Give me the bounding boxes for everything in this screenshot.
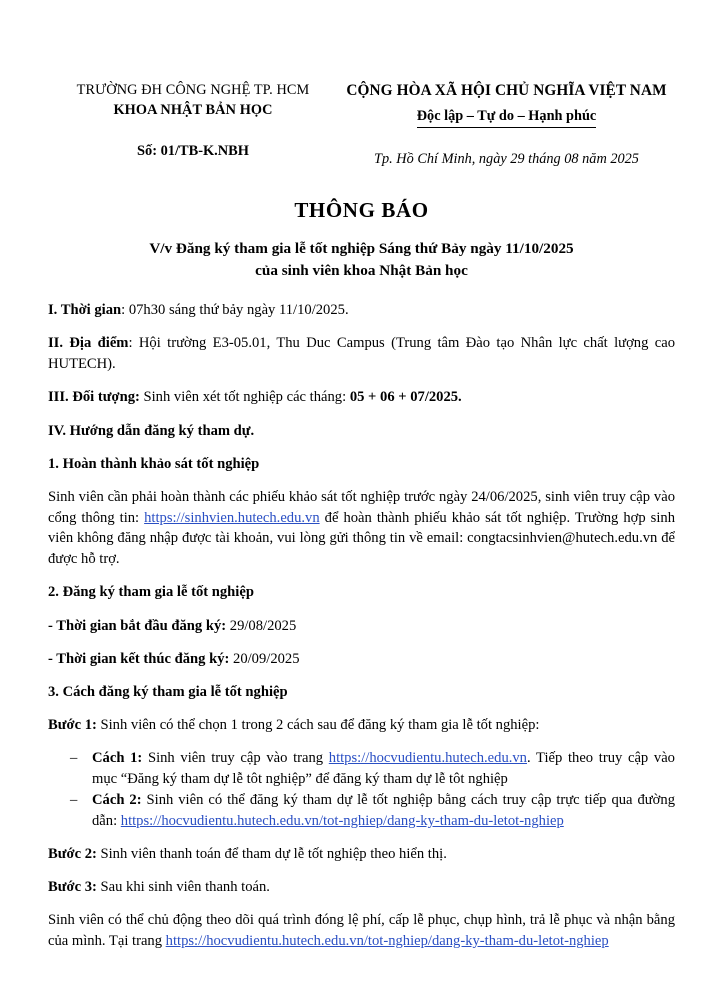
- document-body: [48, 300, 675, 952]
- section-place-separator: :: [128, 335, 139, 352]
- registration-direct-link[interactable]: https://hocvudientu.hutech.edu.vn/tot-nghiep/dang-ky-tham-du-letot-nghiep: [120, 813, 564, 830]
- step-1-paragraph: [48, 487, 675, 570]
- registration-start-label: - Thời gian bắt đầu đăng ký:: [48, 617, 227, 634]
- registration-methods-list: [48, 748, 675, 832]
- subtitle-line-1: V/v Đăng ký tham gia lễ tốt nghiệp Sáng thứ Bảy ngày 11/10/2025: [149, 240, 574, 258]
- list-item: [70, 790, 675, 831]
- step-2-heading: 2. Đăng ký tham gia lễ tốt nghiệp: [48, 584, 254, 601]
- registration-start: [48, 616, 675, 637]
- cach-1-label: Cách 1:: [92, 749, 143, 766]
- cach-2-label: Cách 2:: [92, 792, 142, 809]
- buoc-3-label: Bước 3:: [48, 879, 97, 896]
- university-name: TRƯỜNG ĐH CÔNG NGHỆ TP. HCM: [76, 82, 310, 98]
- cach-2-text-before: Sinh viên có thể đăng ký tham dự lễ tốt nghiệp bằng cách truy cập trực tiếp qua đường dẫn:: [92, 792, 675, 830]
- dash-bullet-icon: –: [70, 792, 78, 809]
- step-3-heading: 3. Cách đăng ký tham gia lễ tốt nghiệp: [48, 684, 288, 701]
- section-place-label: II. Địa điểm: [48, 335, 129, 352]
- hocvudientu-home-link[interactable]: https://hocvudientu.hutech.edu.vn: [328, 749, 527, 766]
- step-1-text-after: để hoàn thành phiếu khảo sát tốt nghiệp. Trường hợp sinh viên không đăng nhập được tài khoản, vui lòng gửi thông tin về email: congtacsinhvien@hutech.edu.vn để được hỗ trợ.: [48, 509, 675, 568]
- cach-1-text-after: . Tiếp theo truy cập vào mục “Đăng ký tham dự lễ tôt nghiệp” để đăng ký tham dự lễ tôt nghiệp: [92, 749, 675, 787]
- subtitle-line-2: của sinh viên khoa Nhật Bản học: [255, 262, 468, 280]
- section-audience-value: Sinh viên xét tốt nghiệp các tháng:: [139, 389, 350, 406]
- section-time: [48, 300, 675, 321]
- place-and-date: Tp. Hồ Chí Minh, ngày 29 tháng 08 năm 2025: [374, 151, 639, 168]
- closing-tracking-link[interactable]: https://hocvudientu.hutech.edu.vn/tot-nghiep/dang-ky-tham-du-letot-nghiep: [165, 933, 609, 949]
- buoc-2: [48, 844, 675, 865]
- buoc-2-label: Bước 2:: [48, 845, 97, 862]
- closing-paragraph: [48, 910, 675, 951]
- national-motto: Độc lập – Tự do – Hạnh phúc: [417, 106, 597, 128]
- section-place-value: Hội trường E3-05.01, Thu Duc Campus (Trung tâm Đào tạo Nhân lực chất lượng cao HUTECH).: [48, 335, 676, 373]
- page-title: THÔNG BÁO: [294, 198, 429, 223]
- registration-end-label: - Thời gian kết thúc đăng ký:: [48, 650, 230, 667]
- buoc-1-label: Bước 1:: [48, 717, 97, 734]
- registration-start-value: 29/08/2025: [226, 617, 297, 634]
- survey-portal-link[interactable]: https://sinhvien.hutech.edu.vn: [144, 509, 320, 526]
- buoc-3: [48, 877, 675, 898]
- section-time-label: I. Thời gian: [48, 302, 122, 319]
- section-time-separator: :: [121, 302, 129, 319]
- step-1-heading: 1. Hoàn thành khảo sát tốt nghiệp: [48, 455, 260, 472]
- section-audience-months: 05 + 06 + 07/2025.: [349, 389, 462, 406]
- registration-end: [48, 649, 675, 670]
- cach-1-text-before: Sinh viên truy cập vào trang: [142, 749, 329, 766]
- section-time-value: 07h30 sáng thứ bảy ngày 11/10/2025.: [128, 302, 349, 319]
- section-guide-heading: IV. Hướng dẫn đăng ký tham dự.: [48, 422, 255, 439]
- buoc-3-text: Sau khi sinh viên thanh toán.: [96, 879, 270, 896]
- closing-text: Sinh viên có thể chủ động theo dõi quá trình đóng lệ phí, cấp lễ phục, chụp hình, trả lễ phục và nhận bằng của mình. Tại trang: [48, 912, 675, 949]
- faculty-name: KHOA NHẬT BẢN HỌC: [113, 102, 273, 119]
- document-subtitle: [48, 238, 675, 282]
- step-1-text-before: Sinh viên cần phải hoàn thành các phiếu khảo sát tốt nghiệp trước ngày 24/06/2025, sinh viên truy cập vào cổng thông tin:: [48, 489, 675, 526]
- letterhead-left-column: [48, 80, 338, 161]
- document-number: Số: 01/TB-K.NBH: [137, 142, 249, 159]
- section-audience-label: III. Đối tượng:: [48, 389, 140, 406]
- national-title: CỘNG HÒA XÃ HỘI CHỦ NGHĨA VIỆT NAM: [346, 82, 667, 99]
- section-audience: [48, 387, 675, 408]
- buoc-2-text: Sinh viên thanh toán để tham dự lễ tốt nghiệp theo hiển thị.: [96, 845, 447, 862]
- buoc-1-text: Sinh viên có thể chọn 1 trong 2 cách sau để đăng ký tham gia lễ tốt nghiệp:: [96, 717, 540, 734]
- letterhead-right-column: [338, 80, 675, 169]
- registration-end-value: 20/09/2025: [229, 650, 300, 667]
- list-item: [70, 748, 675, 789]
- dash-bullet-icon: –: [70, 749, 78, 766]
- buoc-1: [48, 715, 675, 736]
- letterhead: [48, 80, 675, 169]
- section-place: [48, 333, 675, 374]
